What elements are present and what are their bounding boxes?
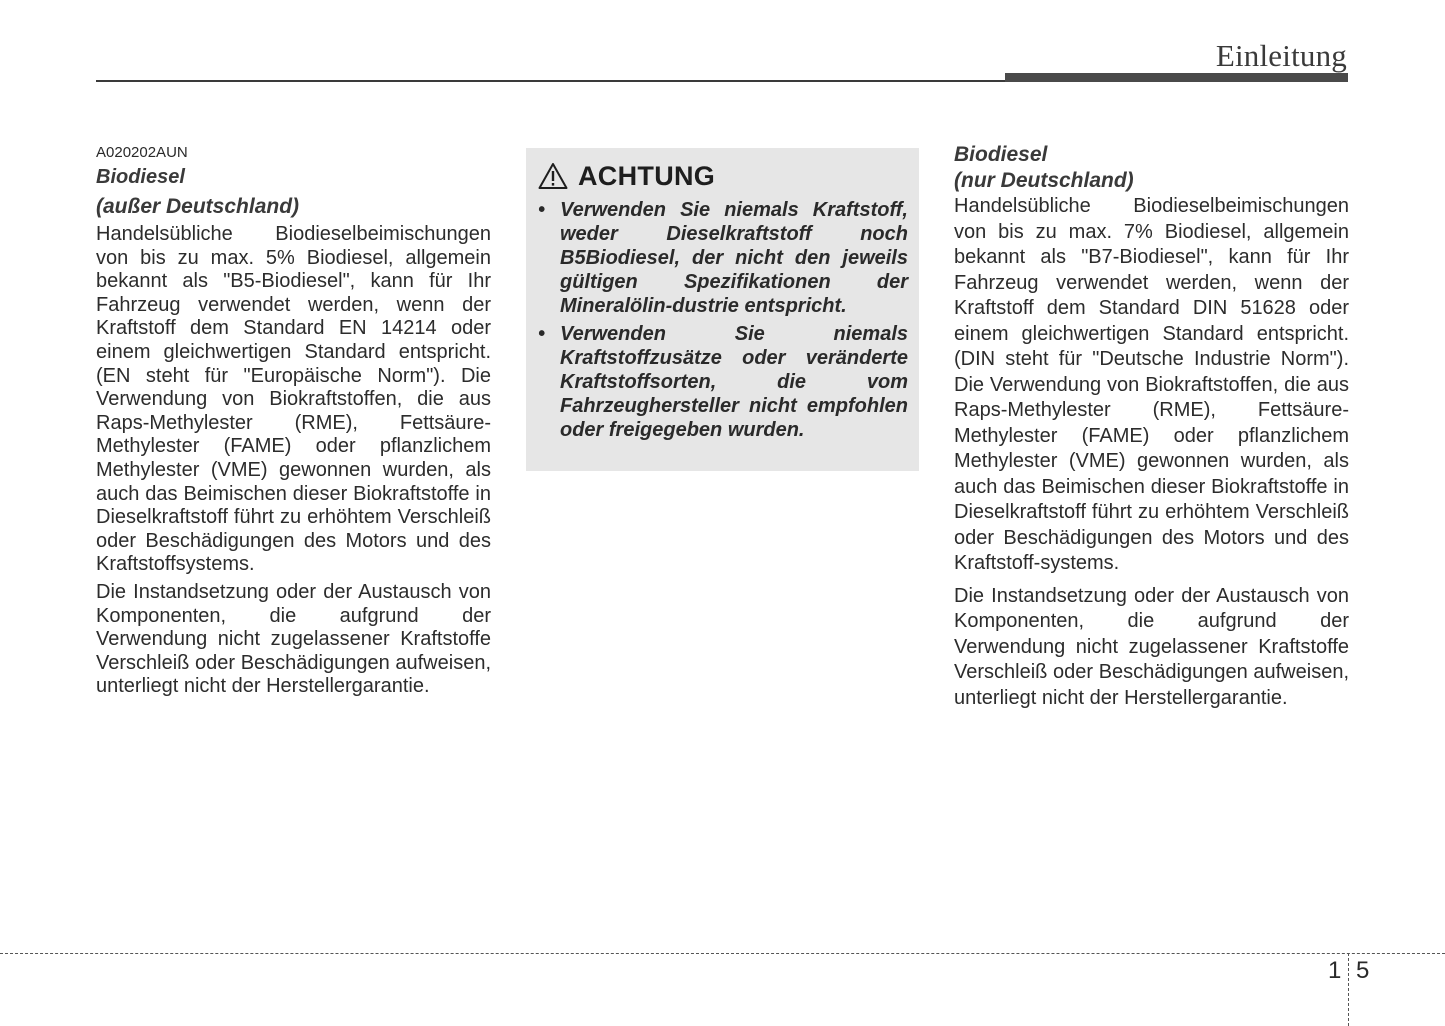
right-subheading: (nur Deutschland) xyxy=(954,169,1134,192)
page-section-title: Einleitung xyxy=(1215,38,1347,73)
right-paragraph-2: Die Instandsetzung oder der Austausch von Komponenten, die aufgrund der Verwendung nicht zugelassener Kraftstoffe Verschleiß oder Beschädigungen aufweisen, unterliegt nicht der Herstellergarantie. xyxy=(954,584,1349,709)
right-column xyxy=(954,142,1349,718)
left-subheading: (außer Deutschland) xyxy=(96,195,300,218)
warning-item-text: Verwenden Sie niemals Kraftstoffzusätze oder veränderte Kraftstoffsorten, die vom Fahrzeughersteller nicht empfohlen oder freigegeben wurden. xyxy=(560,323,908,441)
left-column xyxy=(96,144,491,703)
section-code: A020202AUN xyxy=(96,144,188,161)
left-paragraph-1: Handelsübliche Biodieselbeimischungen von bis zu max. 5% Biodiesel, allgemein bekannt als "B5-Biodiesel", kann für Ihr Fahrzeug verwendet werden, wenn der Kraftstoff dem Standard EN 14214 oder einem gleichwertigen Standard entspricht. (EN steht für "Europäische Norm"). Die Verwendung von Biokraftstoffen, die aus Raps-Methylester (RME), Fettsäure-Methylester (FAME) oder pflanzlichem Methylester (VME) gewonnen wurden, als auch das Beimischen dieser Biokraftstoffe in Dieselkraftstoff führt zu erhöhtem Verschleiß oder Beschädigungen des Motors und des Kraftstoffsystems. xyxy=(96,223,491,576)
page-number-separator xyxy=(1348,953,1349,1026)
footer-rule xyxy=(0,953,1445,954)
warning-item-text: Verwenden Sie niemals Kraftstoff, weder Dieselkraftstoff noch B5Biodiesel, der nicht den jeweils gültigen Spezifikationen der Mineralölin-dustrie entspricht. xyxy=(560,199,908,317)
warning-triangle-icon xyxy=(538,162,568,190)
page-number: 5 xyxy=(1356,957,1370,984)
bullet: • xyxy=(538,323,546,345)
right-heading: Biodiesel xyxy=(954,143,1048,166)
warning-item xyxy=(538,322,908,442)
left-heading: Biodiesel xyxy=(96,166,185,188)
right-paragraph-1: Handelsübliche Biodieselbeimischungen von bis zu max. 7% Biodiesel, allgemein bekannt als "B7-Biodiesel", kann für Ihr Fahrzeug verwendet werden, wenn der Kraftstoff dem Standard DIN 51628 oder einem gleichwertigen Standard entspricht. (DIN steht für "Deutsche Industrie Norm"). Die Verwendung von Biokraftstoffen, die aus Raps-Methylester (RME), Fettsäure-Methylester (FAME) oder pflanzlichem Methylester (VME) gewonnen wurden, als auch das Beimischen dieser Biokraftstoffe in Dieselkraftstoff führt zu erhöhtem Verschleiß oder Beschädigungen des Motors und des Kraftstoff-systems. xyxy=(954,195,1349,574)
warning-box xyxy=(526,148,919,471)
bullet: • xyxy=(538,199,546,221)
chapter-number: 1 xyxy=(1328,957,1342,984)
warning-list xyxy=(538,198,908,442)
warning-item xyxy=(538,198,908,318)
left-paragraph-2: Die Instandsetzung oder der Austausch von Komponenten, die aufgrund der Verwendung nicht zugelassener Kraftstoffe Verschleiß oder Beschädigungen aufweisen, unterliegt nicht der Herstellergarantie. xyxy=(96,580,491,698)
header-accent-bar xyxy=(1005,73,1348,82)
warning-label: ACHTUNG xyxy=(578,160,716,191)
warning-header xyxy=(538,158,908,194)
